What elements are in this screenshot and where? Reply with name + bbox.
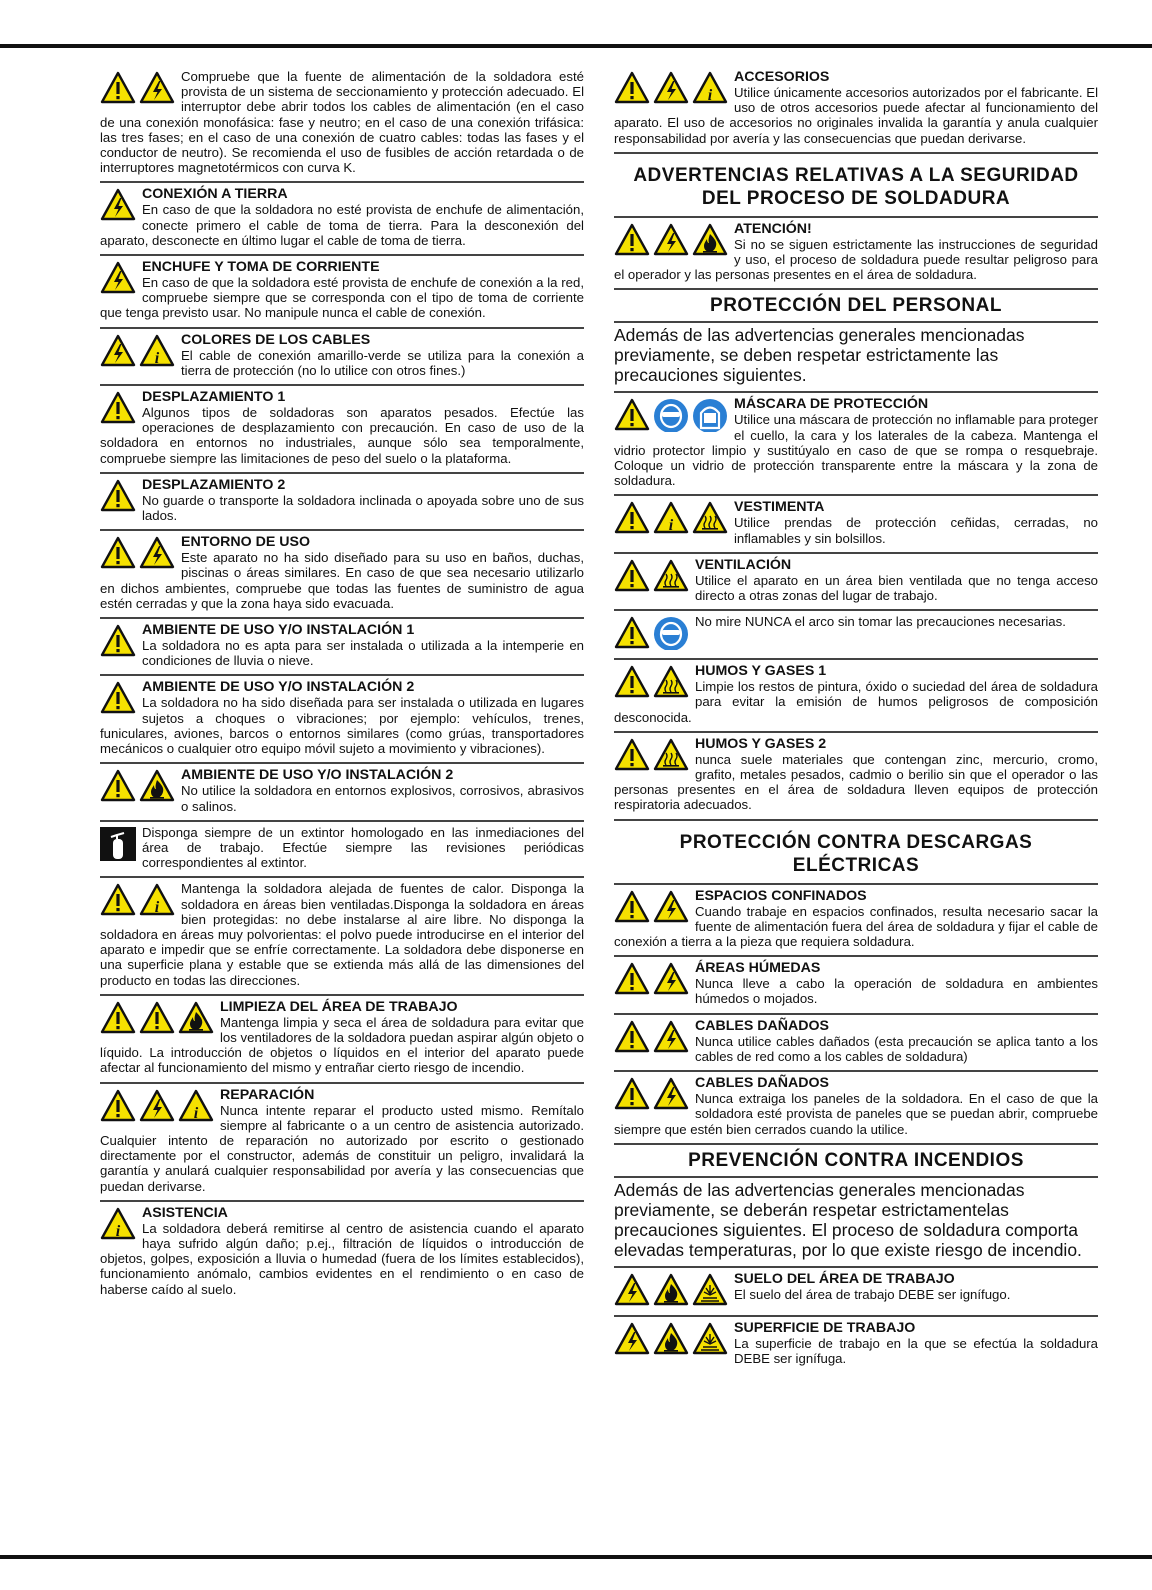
warning-block: [614, 496, 1098, 553]
warning-icons: [614, 398, 728, 432]
heat-icon: [653, 665, 689, 699]
block-text: El cable de conexión amarillo-verde se utiliza para la conexión a tierra de protección (no lo utilice con otros fines.): [181, 347, 584, 378]
fire-icon: [692, 223, 728, 257]
block-text: Disponga siempre de un extintor homologado en las inmediaciones del área de trabajo. Efectúe siempre las revisiones periódicas correspondientes al extintor.: [142, 824, 584, 871]
warning-block: [614, 611, 1098, 660]
block-title: HUMOS Y GASES 2: [695, 735, 827, 752]
right-column: [614, 66, 1098, 1372]
block-text: En caso de que la soldadora no esté provista de enchufe de alimentación, conecte primero el cable de toma de tierra. Para la desconexión del aparato, desconecte en último lugar el cable de toma de tierra.: [100, 202, 584, 248]
electric-icon: [653, 890, 689, 924]
intro-fire: Además de las advertencias generales mencionadas previamente, se deberán respetar estrictamentelas precauciones siguientes. El proceso de soldadura comporta elevadas temperaturas, por lo que existe riesgo de incendio.: [614, 1178, 1098, 1268]
warning-block: [614, 1015, 1098, 1072]
block-text: Nunca intente reparar el producto usted mismo. Remítalo siempre al fabricante o a un centro de asistencia autorizado. Cualquier intento de reparación no autorizado por escrito o gestionado directamente por el constructor, además de constituir un peligro, invalidará la garantía y anulará cualquier responsabilidad por avería y las consecuencias que puedan derivarse.: [100, 1102, 584, 1194]
warning-block: [100, 531, 584, 619]
spark-icon: [692, 1273, 728, 1307]
warning-icons: [100, 1089, 214, 1123]
warning-block: [100, 329, 584, 386]
block-text: La soldadora no es apta para ser instalada o utilizada a la intemperie en condiciones de lluvia o nieve.: [142, 638, 584, 669]
section-heading-fire: PREVENCIÓN CONTRA INCENDIOS: [614, 1145, 1098, 1178]
electric-icon: [653, 223, 689, 257]
warning-block: [100, 764, 584, 821]
warning-icon: [614, 738, 650, 772]
electric-icon: [100, 188, 136, 222]
warning-block: [614, 660, 1098, 733]
warning-icons: [100, 479, 136, 513]
block-text: Nunca extraiga los paneles de la soldadora. En el caso de que la soldadora esté provista de paneles que se puedan abrir, compruebe siempre que estén bien cerrados cuando la utilice.: [614, 1091, 1098, 1137]
warning-icons: [100, 681, 136, 715]
heat-icon: [653, 559, 689, 593]
warning-block: [614, 733, 1098, 821]
warning-block: [614, 66, 1098, 154]
warning-icons: [100, 334, 175, 368]
extinguisher-icon: [100, 827, 136, 861]
electric-icon: [100, 334, 136, 368]
warning-icons: [100, 188, 136, 222]
warning-icons: [100, 883, 175, 917]
section-heading-safety: ADVERTENCIAS RELATIVAS A LA SEGURIDAD DEL PROCESO DE SOLDADURA: [614, 154, 1098, 218]
svg-text:i: i: [115, 1222, 121, 1240]
block-text: Utilice el aparato en un área bien ventilada que no tenga acceso directo a otras zonas del lugar de trabajo.: [695, 572, 1098, 604]
heat-icon: [653, 738, 689, 772]
warning-icons: [100, 1001, 214, 1035]
block-text: Nunca lleve a cabo la operación de soldadura en ambientes húmedos o mojados.: [695, 976, 1098, 1007]
warning-block: [100, 183, 584, 256]
warning-icon: [614, 398, 650, 432]
electric-icon: [139, 1089, 175, 1123]
electric-icon: [100, 261, 136, 295]
block-title: DESPLAZAMIENTO 2: [142, 476, 286, 493]
warning-icon: [100, 1001, 136, 1035]
warning-icons: [100, 71, 175, 105]
warning-icon: [614, 501, 650, 535]
warning-icons: [614, 962, 689, 996]
warning-icon: [614, 71, 650, 105]
block-title: ESPACIOS CONFINADOS: [695, 887, 867, 904]
electric-icon: [653, 1020, 689, 1054]
electric-icon: [653, 962, 689, 996]
block-title: DESPLAZAMIENTO 1: [142, 389, 286, 406]
warning-icon: [614, 665, 650, 699]
block-title: AMBIENTE DE USO Y/O INSTALACIÓN 2: [142, 679, 415, 696]
warning-block: [100, 256, 584, 329]
warning-block: [614, 885, 1098, 958]
block-text: Nunca utilice cables dañados (esta precaución se aplica tanto a los cables de red como a los cables de soldadura): [695, 1033, 1098, 1064]
warning-block: [100, 676, 584, 764]
warning-icons: [100, 769, 175, 803]
warning-icons: [100, 536, 175, 570]
warning-icons: [100, 261, 136, 295]
warning-block: [100, 1084, 584, 1202]
block-text: Utilice una máscara de protección no inflamable para proteger el cuello, la cara y los laterales de la cabeza. Mantenga el vidrio protector limpio y sustitúyalo en caso de que se rompa o resquebraje. Coloque un vidrio de protección transparente entre la máscara y la zona de soldadura.: [614, 412, 1098, 489]
block-title: SUELO DEL ÁREA DE TRABAJO: [734, 1270, 955, 1287]
block-title: VESTIMENTA: [734, 499, 825, 516]
spark-icon: [692, 1322, 728, 1356]
warning-icon: [100, 1089, 136, 1123]
block-text: Cuando trabaje en espacios confinados, resulta necesario sacar la fuente de alimentación fuera del área de soldadura y fijar el cable de conexión a tierra a la pieza que requiera soldadura.: [614, 903, 1098, 950]
block-title: HUMOS Y GASES 1: [695, 663, 827, 680]
warning-icons: [614, 223, 728, 257]
fire-icon: [178, 1001, 214, 1035]
warning-icon: [614, 1020, 650, 1054]
section-heading-personal: PROTECCIÓN DEL PERSONAL: [614, 290, 1098, 323]
warning-icons: [614, 1020, 689, 1054]
info-icon: [178, 1089, 214, 1123]
warning-block: [100, 66, 584, 183]
info-icon: [692, 71, 728, 105]
block-title: CABLES DAÑADOS: [695, 1075, 829, 1092]
block-text: Utilice únicamente accesorios autorizados por el fabricante. El uso de otros accesorios puede afectar al funcionamiento del aparato. El uso de accesorios no originales invalida la garantía y anula cualquier responsabilidad por avería y las consecuencias que puedan derivarse.: [614, 85, 1098, 146]
block-text: La soldadora no ha sido diseñada para ser instalada o utilizada en lugares sujetos a choques o vibraciones; por ejemplo: vehículos, trenes, funiculares, aviones, barcos o entornos similares (como grúas, transportadores mecánicos o cualquier otro equipo móvil sujeto a movimiento y vibraciones).: [100, 695, 584, 757]
warning-icon: [139, 1001, 175, 1035]
block-text: Compruebe que la fuente de alimentación de la soldadora esté provista de un sistema de seccionamiento y protección adecuado. El interruptor debe abrir todos los cables de alimentación (en el caso de una conexión monofásica: fase y neutro; en el caso de una conexión trifásica: las tres fases; en el caso de una conexión de cuatro cables: todas las fases y el conductor de neutro). Se recomienda el uso de fusibles de acción retardada o de interruptores magnetotérmicos con curva K.: [100, 69, 584, 176]
warning-icon: [614, 616, 650, 650]
electric-icon: [614, 1273, 650, 1307]
block-title: AMBIENTE DE USO Y/O INSTALACIÓN 2: [181, 767, 454, 784]
block-text: El suelo del área de trabajo DEBE ser ignífugo.: [734, 1286, 1011, 1302]
block-text: Si no se siguen estrictamente las instrucciones de seguridad y uso, el proceso de soldadura puede resultar peligroso para el operador y las personas presentes en el área de soldadura.: [614, 236, 1098, 283]
warning-block: [100, 386, 584, 474]
fire-icon: [653, 1273, 689, 1307]
svg-text:i: i: [707, 87, 713, 104]
fire-icon: [139, 769, 175, 803]
warning-block: [100, 878, 584, 995]
block-title: CONEXIÓN A TIERRA: [142, 186, 288, 203]
block-title: SUPERFICIE DE TRABAJO: [734, 1319, 916, 1336]
warning-block: [100, 474, 584, 531]
heat-icon: [692, 501, 728, 535]
mask-icon: [653, 398, 689, 432]
block-text: No guarde o transporte la soldadora inclinada o apoyada sobre uno de sus lados.: [142, 492, 584, 524]
block-title: ATENCIÓN!: [734, 220, 812, 237]
warning-icons: [614, 71, 728, 105]
block-title: MÁSCARA DE PROTECCIÓN: [734, 396, 929, 413]
warning-icons: [100, 827, 136, 861]
block-title: ENTORNO DE USO: [181, 534, 311, 551]
warning-icons: [614, 738, 689, 772]
intro-personal: Además de las advertencias generales mencionadas previamente, se deben respetar estrictamente las precauciones siguientes.: [614, 323, 1098, 393]
electric-icon: [139, 536, 175, 570]
warning-icon: [100, 624, 136, 658]
section-heading-electric: PROTECCIÓN CONTRA DESCARGAS ELÉCTRICAS: [614, 821, 1098, 885]
warning-block: [100, 619, 584, 676]
info-icon: [139, 334, 175, 368]
svg-text:i: i: [668, 517, 674, 535]
electric-icon: [653, 1077, 689, 1111]
warning-block: [614, 1268, 1098, 1317]
warning-icons: [614, 665, 689, 699]
warning-icon: [100, 71, 136, 105]
electric-icon: [614, 1322, 650, 1356]
block-text: Utilice prendas de protección ceñidas, cerradas, no inflamables y sin bolsillos.: [734, 515, 1098, 546]
warning-block: [614, 218, 1098, 291]
left-column: [100, 66, 584, 1303]
block-title: REPARACIÓN: [220, 1086, 315, 1103]
block-text: Mantenga limpia y seca el área de soldadura para evitar que los ventiladores de la soldadora puedan aspirar algún objeto o líquido. La introducción de objetos o líquidos en el interior del aparato puede afectar al funcionamiento del mismo y entrañar cierto riesgo de incendio.: [100, 1014, 584, 1076]
block-title: LIMPIEZA DEL ÁREA DE TRABAJO: [220, 998, 458, 1015]
warning-icons: [614, 616, 689, 650]
warning-block: [100, 996, 584, 1084]
block-title: ENCHUFE Y TOMA DE CORRIENTE: [142, 259, 380, 276]
block-text: La superficie de trabajo en la que se efectúa la soldadura DEBE ser ignífuga.: [734, 1335, 1098, 1366]
warning-icons: [614, 1322, 728, 1356]
warning-icon: [614, 223, 650, 257]
warning-block: [614, 1317, 1098, 1372]
block-title: COLORES DE LOS CABLES: [181, 331, 371, 348]
svg-text:i: i: [193, 1104, 199, 1122]
warning-icons: [614, 1077, 689, 1111]
warning-icon: [100, 536, 136, 570]
electric-icon: [653, 71, 689, 105]
block-title: CABLES DAÑADOS: [695, 1017, 829, 1034]
block-title: ÁREAS HÚMEDAS: [695, 960, 821, 977]
warning-icon: [100, 769, 136, 803]
block-text: La soldadora deberá remitirse al centro de asistencia cuando el aparato haya sufrido algún daño; p.ej., filtración de líquidos o introducción de objetos, golpes, exposición a lluvia o humedad (fuera de los límites establecidos), funcionamiento anómalo, cambios evidentes en el rendimiento o en caso de haberse caído al suelo.: [100, 1220, 584, 1297]
warning-icon: [100, 883, 136, 917]
warning-block: [100, 822, 584, 879]
warning-icon: [100, 391, 136, 425]
warning-icons: [614, 890, 689, 924]
warning-icon: [614, 962, 650, 996]
svg-text:i: i: [154, 899, 160, 917]
warning-block: [614, 554, 1098, 611]
warning-icons: [614, 559, 689, 593]
warning-block: [614, 957, 1098, 1014]
warning-block: [100, 1202, 584, 1303]
helmet-icon: [692, 398, 728, 432]
fire-icon: [653, 1322, 689, 1356]
electric-icon: [139, 71, 175, 105]
block-title: VENTILACIÓN: [695, 556, 792, 573]
svg-text:i: i: [154, 349, 160, 367]
block-title: ASISTENCIA: [142, 1204, 228, 1221]
warning-block: [614, 393, 1098, 496]
warning-block: [614, 1072, 1098, 1145]
info-icon: [653, 501, 689, 535]
block-text: No utilice la soldadora en entornos explosivos, corrosivos, abrasivos o salinos.: [181, 783, 584, 814]
info-icon: [100, 1207, 136, 1241]
info-icon: [139, 883, 175, 917]
warning-icon: [614, 1077, 650, 1111]
warning-icons: [100, 1207, 136, 1241]
top-rule: [0, 44, 1152, 48]
block-text: Mantenga la soldadora alejada de fuentes de calor. Disponga la soldadora en áreas bien ventiladas.Disponga la soldadora en áreas bien protegidas: no debe instalarse al aire libre. No disponga la soldadora en áreas muy polvorientas: el polvo puede introducirse en el interior del aparato e impedir que se enfríe correctamente. La soldadora debe disponerse en una superficie plana y estable que se extienda más allá de las dimensiones del producto en todas las direcciones.: [100, 881, 584, 988]
block-text: Limpie los restos de pintura, óxido o suciedad del área de soldadura para evitar la emisión de humos peligrosos de composición desconocida.: [614, 679, 1098, 725]
block-title: ACCESORIOS: [734, 69, 830, 85]
block-text: nunca suele materiales que contengan zinc, mercurio, cromo, grafito, metales pesados, cadmio o berilio sin que el operador o las personas presentes en el área de soldadura lleven equipos de protección respiratoria adecuados.: [614, 751, 1098, 813]
warning-icons: [614, 1273, 728, 1307]
warning-icon: [614, 559, 650, 593]
bottom-rule: [0, 1555, 1152, 1559]
warning-icon: [100, 479, 136, 513]
block-text: Este aparato no ha sido diseñado para su uso en baños, duchas, piscinas o áreas similares. En caso de que sea necesario utilizarlo en dichos ambientes, compruebe que todas las fuentes de suministro de agua estén cerradas y que la zona haya sido evacuada.: [100, 550, 584, 611]
block-text: No mire NUNCA el arco sin tomar las precauciones necesarias.: [695, 614, 1066, 630]
warning-icons: [100, 624, 136, 658]
warning-icons: [614, 501, 728, 535]
warning-icons: [100, 391, 136, 425]
block-text: En caso de que la soldadora esté provista de enchufe de conexión a la red, compruebe siempre que se corresponda con el tipo de toma de corriente que tenga previsto usar. No manipule nunca el cable de conexión.: [100, 275, 584, 321]
block-title: AMBIENTE DE USO Y/O INSTALACIÓN 1: [142, 622, 415, 639]
warning-icon: [614, 890, 650, 924]
block-text: Algunos tipos de soldadoras son aparatos pesados. Efectúe las operaciones de desplazamiento con precaución. En caso de uso de la soldadora en entornos no industriales, aunque sólo sea temporalmente, compruebe siempre las limitaciones de peso del suelo o la plataforma.: [100, 405, 584, 466]
warning-icon: [100, 681, 136, 715]
mask-icon: [653, 616, 689, 650]
